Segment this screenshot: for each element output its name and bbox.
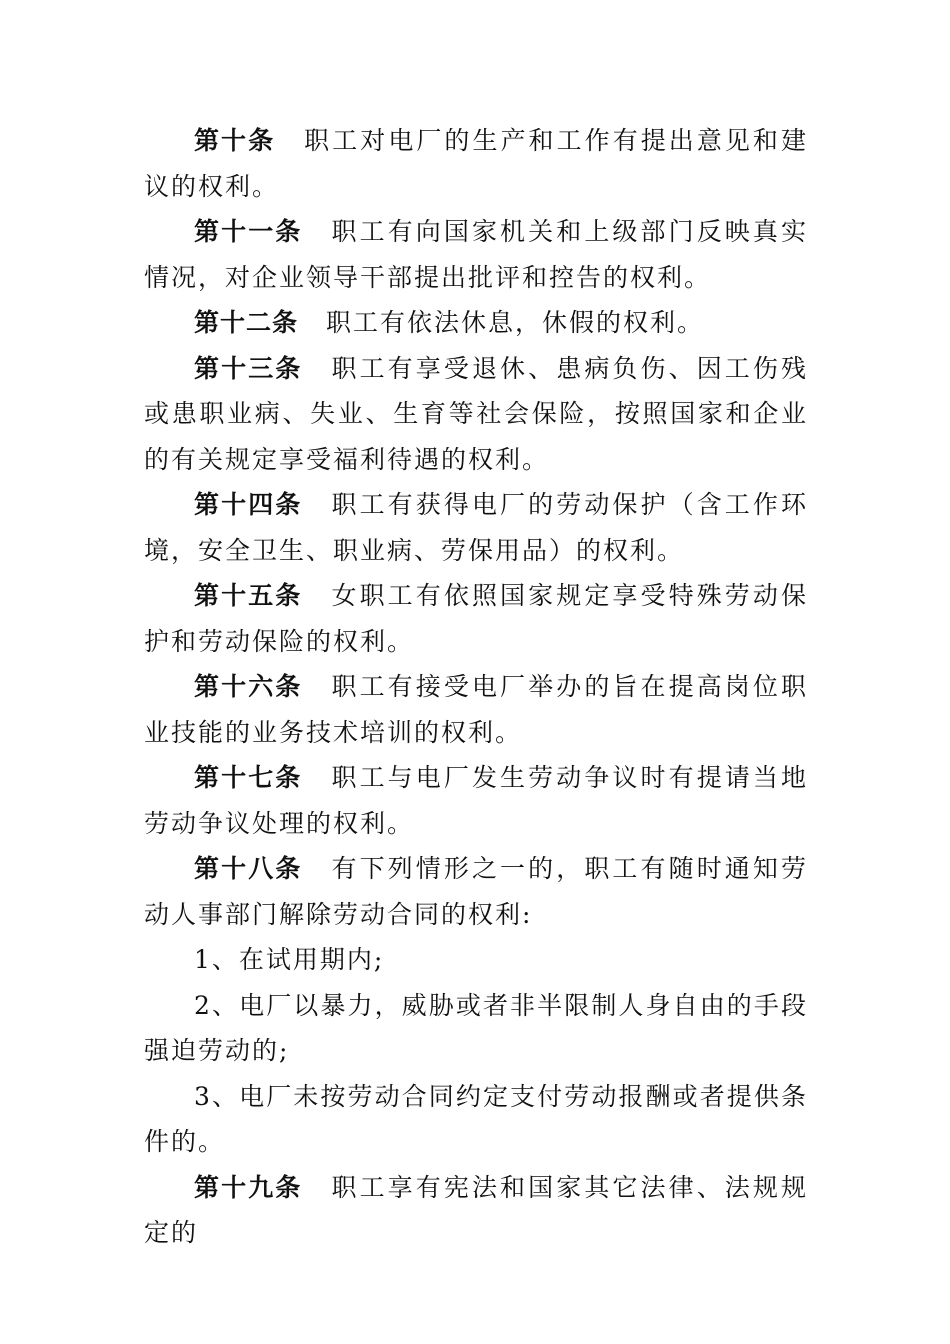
article-number: 第十八条 xyxy=(194,854,303,883)
article-text: 女职工有依照国家规定享受特殊劳动保护和劳动保险的权利。 xyxy=(144,581,808,656)
list-item-3: 3、电厂未按劳动合同约定支付劳动报酬或者提供条件的。 xyxy=(144,1081,808,1156)
article-text: 职工与电厂发生劳动争议时有提请当地劳动争议处理的权利。 xyxy=(144,763,808,838)
article-text: 职工有获得电厂的劳动保护（含工作环境，安全卫生、职业病、劳保用品）的权利。 xyxy=(144,490,808,565)
list-item-1: 1、在试用期内; xyxy=(194,945,385,974)
article-text: 有下列情形之一的，职工有随时通知劳动人事部门解除劳动合同的权利: xyxy=(144,854,808,929)
article-number: 第十条 xyxy=(194,126,276,155)
article-11 xyxy=(144,209,808,300)
article-10 xyxy=(144,118,808,209)
article-18 xyxy=(144,846,808,937)
article-13 xyxy=(144,346,808,483)
article-number: 第十三条 xyxy=(194,353,303,383)
article-text: 职工有享受退休、患病负伤、因工伤残或患职业病、失业、生育等社会保险，按照国家和企业的有关规定享受福利待遇的权利。 xyxy=(144,353,808,474)
article-text: 职工有接受电厂举办的旨在提高岗位职业技能的业务技术培训的权利。 xyxy=(144,672,808,747)
article-number: 第十四条 xyxy=(194,490,303,519)
article-text: 职工有向国家机关和上级部门反映真实情况，对企业领导干部提出批评和控告的权利。 xyxy=(144,217,808,292)
article-text: 职工享有宪法和国家其它法律、法规规定的 xyxy=(144,1172,808,1247)
article-16 xyxy=(144,664,808,755)
article-17 xyxy=(144,755,808,846)
article-number: 第十九条 xyxy=(194,1172,303,1202)
article-number: 第十七条 xyxy=(194,763,303,792)
article-text: 职工有依法休息，休假的权利。 xyxy=(326,308,705,337)
list-item-2: 2、电厂以暴力，威胁或者非半限制人身自由的手段强迫劳动的; xyxy=(144,990,808,1065)
article-number: 第十一条 xyxy=(194,217,303,246)
article-number: 第十五条 xyxy=(194,581,303,610)
article-number: 第十六条 xyxy=(194,672,303,701)
article-text: 职工对电厂的生产和工作有提出意见和建议的权利。 xyxy=(144,126,808,201)
article-12 xyxy=(144,300,808,346)
article-15 xyxy=(144,573,808,664)
article-19 xyxy=(144,1165,808,1256)
document-body xyxy=(144,118,808,1256)
article-number: 第十二条 xyxy=(194,308,299,337)
article-14 xyxy=(144,482,808,573)
